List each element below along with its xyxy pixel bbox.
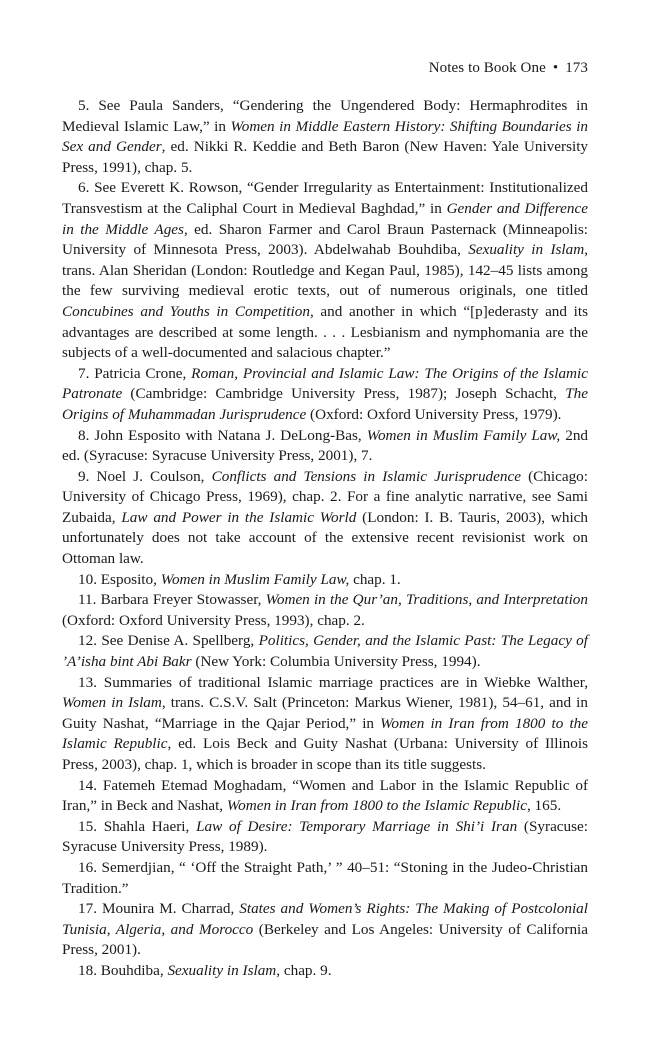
- endnote: [62, 426, 588, 467]
- note-text: Semerdjian, “ ‘Off the Straight Path,’ ” 40–51: “Stoning in the Judeo-Christian Tradition.”: [62, 858, 588, 897]
- note-text: , trans. C.S.V. Salt (Princeton: Markus Wiener, 1981), 54–61, and in Guity Nashat, “Marriage in the Qajar Period,” in: [62, 694, 588, 732]
- note-title-italic: Women in Islam: [62, 694, 162, 712]
- endnote: [62, 467, 588, 570]
- running-head: [429, 60, 588, 77]
- note-text: , 165.: [526, 797, 562, 815]
- note-number: 14.: [78, 776, 97, 794]
- endnote: [62, 570, 588, 591]
- note-number: 17.: [78, 900, 97, 918]
- note-text: Shahla Haeri,: [96, 817, 197, 835]
- note-title-italic: Sexuality in Islam: [167, 961, 277, 979]
- note-text: (Cambridge: Cambridge University Press, 1987); Joseph Schacht,: [122, 385, 566, 403]
- section-title: Notes to Book One: [428, 60, 546, 76]
- endnote: [62, 961, 588, 982]
- note-text: 2nd ed. (Syracuse: Syracuse University Press, 2001), 7.: [62, 426, 589, 465]
- note-number: 9.: [78, 467, 90, 485]
- note-title-italic: Roman, Provincial and Islamic Law: The Origins of the Islamic Patronate: [62, 364, 588, 403]
- note-number: 10.: [78, 570, 97, 588]
- note-text: (Chicago: University of Chicago Press, 1969), chap. 2. For a fine analytic narrative, see Sami Zubaida,: [62, 467, 588, 526]
- endnote: [62, 899, 588, 961]
- endnote: [62, 590, 588, 631]
- note-text: , trans. Alan Sheridan (London: Routledge and Kegan Paul, 1985), 142–45 lists among the few surviving medieval erotic texts, out of numerous originals, one titled: [62, 241, 589, 300]
- note-text: See Everett K. Rowson, “Gender Irregularity as Entertainment: Institutionalized Transvestism at the Caliphal Court in Medieval Baghdad,” in: [62, 179, 588, 217]
- note-title-italic: Concubines and Youths in Competition: [62, 302, 310, 320]
- note-title-italic: The Origins of Muhammadan Jurisprudence: [62, 385, 588, 423]
- note-text: Bouhdiba,: [96, 961, 168, 979]
- endnote: [62, 776, 588, 817]
- note-title-italic: Gender and Difference in the Middle Ages: [62, 199, 589, 238]
- note-text: , ed. Nikki R. Keddie and Beth Baron (New Haven: Yale University Press, 1991), chap. 5.: [62, 138, 589, 176]
- endnote: [62, 96, 588, 178]
- note-text: (Oxford: Oxford University Press, 1993), chap. 2.: [62, 611, 365, 629]
- note-title-italic: Women in Middle Eastern History: Shifting Boundaries in Sex and Gender: [62, 117, 589, 156]
- note-text: chap. 1.: [349, 570, 401, 588]
- note-title-italic: Women in Muslim Family Law,: [366, 426, 561, 444]
- endnotes-list: [62, 96, 588, 982]
- note-number: 11.: [78, 591, 97, 609]
- note-number: 12.: [78, 632, 97, 650]
- endnote: [62, 631, 588, 672]
- endnote: [62, 178, 588, 363]
- note-text: (New York: Columbia University Press, 1994).: [191, 653, 481, 671]
- note-title-italic: Politics, Gender, and the Islamic Past: The Legacy of ’A’isha bint Abi Bakr: [62, 632, 588, 671]
- note-text: , chap. 9.: [276, 961, 332, 979]
- note-number: 7.: [78, 364, 90, 382]
- note-text: Patricia Crone,: [89, 364, 192, 382]
- page-number: 173: [565, 60, 588, 76]
- bullet-separator: •: [552, 60, 559, 76]
- note-text: (Oxford: Oxford University Press, 1979).: [306, 405, 562, 423]
- endnote: [62, 817, 588, 858]
- note-text: See Denise A. Spellberg,: [96, 632, 259, 650]
- note-number: 18.: [78, 961, 97, 979]
- note-text: John Esposito with Natana J. DeLong-Bas,: [89, 426, 367, 444]
- note-text: Barbara Freyer Stowasser,: [96, 591, 266, 609]
- note-text: Mounira M. Charrad,: [96, 900, 240, 918]
- note-title-italic: States and Women’s Rights: The Making of Postcolonial Tunisia, Algeria, and Morocco: [62, 900, 588, 938]
- endnote: [62, 673, 588, 776]
- note-title-italic: Sexuality in Islam: [468, 241, 585, 259]
- note-title-italic: Women in Iran from 1800 to the Islamic Republic: [226, 797, 527, 815]
- note-number: 6.: [78, 179, 90, 197]
- note-title-italic: Law and Power in the Islamic World: [121, 508, 357, 526]
- note-text: See Paula Sanders, “Gendering the Ungendered Body: Hermaphrodites in Medieval Islamic Law,” in: [62, 97, 588, 135]
- note-title-italic: Conflicts and Tensions in Islamic Jurisprudence: [211, 467, 521, 485]
- note-title-italic: Women in Iran from 1800 to the Islamic Republic: [62, 714, 588, 753]
- note-number: 13.: [78, 673, 97, 691]
- note-title-italic: Law of Desire: Temporary Marriage in Shi’i Iran: [196, 817, 518, 835]
- note-text: Esposito,: [96, 570, 161, 588]
- note-number: 16.: [78, 858, 97, 876]
- note-text: , ed. Sharon Farmer and Carol Braun Pasternack (Minneapolis: University of Minnesota Press, 2003). Abdelwahab Bouhdiba,: [62, 220, 588, 259]
- note-number: 8.: [78, 426, 90, 444]
- note-text: Summaries of traditional Islamic marriage practices are in Wiebke Walther,: [96, 673, 588, 691]
- endnote: [62, 364, 588, 426]
- note-text: Fatemeh Etemad Moghadam, “Women and Labor in the Islamic Republic of Iran,” in Beck and Nashat,: [62, 776, 588, 815]
- note-text: (Syracuse: Syracuse University Press, 1989).: [62, 817, 589, 856]
- note-title-italic: Women in Muslim Family Law,: [160, 570, 350, 588]
- endnote: [62, 858, 588, 899]
- note-text: (London: I. B. Tauris, 2003), which unfortunately does not take account of the extensive recent revisionist work on Ottoman law.: [62, 508, 589, 568]
- note-number: 5.: [78, 97, 90, 114]
- note-text: , and another in which “[p]ederasty and its advantages are described at some length. . . . Lesbianism and nymphomania are the subjects of a well-documented and salacious chapter.”: [62, 302, 588, 362]
- note-text: Noel J. Coulson,: [89, 467, 212, 485]
- note-number: 15.: [78, 817, 97, 835]
- note-text: , ed. Lois Beck and Guity Nashat (Urbana: University of Illinois Press, 2003), chap. 1, which is broader in scope than its title suggests.: [62, 735, 588, 773]
- note-text: (Berkeley and Los Angeles: University of California Press, 2001).: [62, 920, 589, 959]
- note-title-italic: Women in the Qur’an, Traditions, and Interpretation: [265, 591, 588, 609]
